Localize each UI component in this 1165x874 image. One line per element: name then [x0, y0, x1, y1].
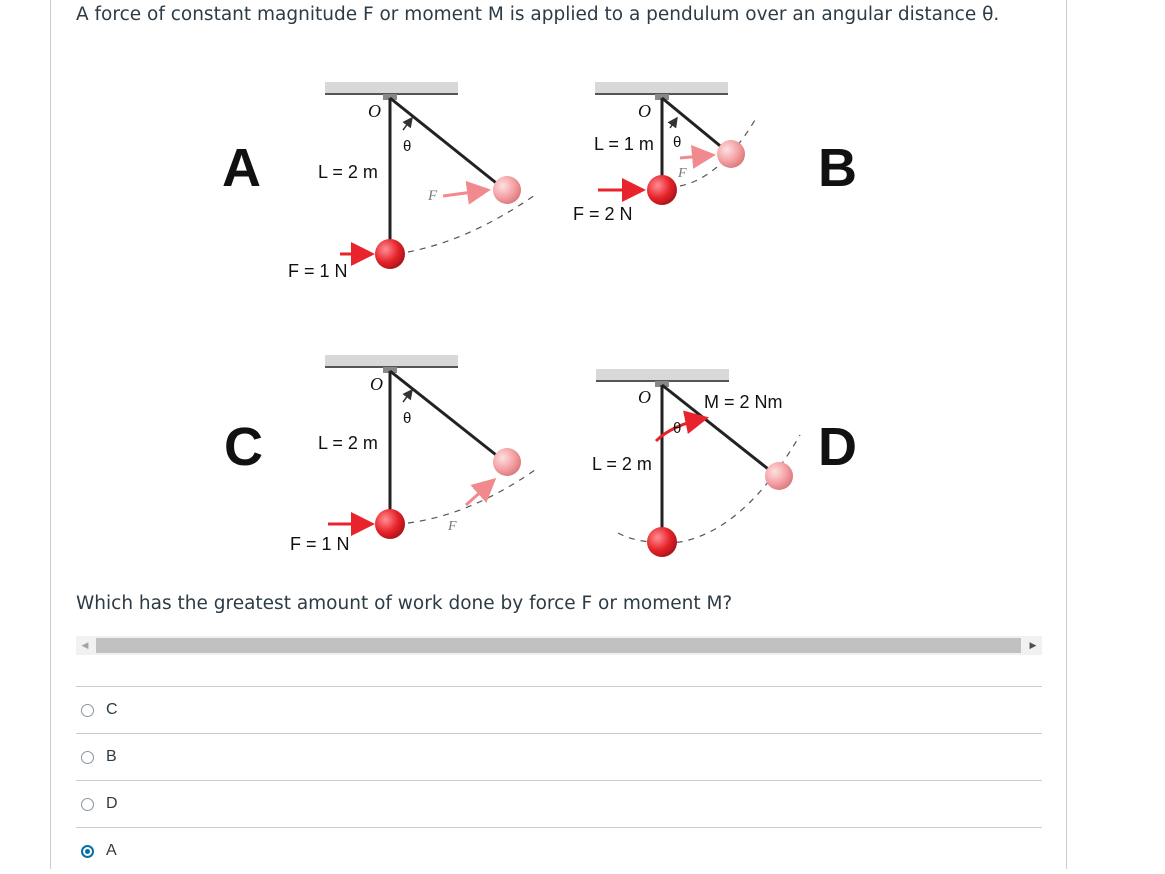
question-intro: A force of constant magnitude F or moment M is applied to a pendulum over an angular distance θ. [76, 4, 1000, 25]
scrollbar-thumb[interactable] [96, 638, 1021, 653]
panel-c-length: L = 2 m [318, 433, 378, 453]
answer-label: B [106, 748, 117, 765]
radio-button[interactable] [81, 798, 94, 811]
answer-option-a[interactable] [76, 827, 1042, 874]
panel-c [224, 355, 535, 554]
answer-option-b[interactable] [76, 733, 1042, 780]
answer-label: C [106, 701, 118, 718]
answer-option-d[interactable] [76, 780, 1042, 827]
panel-d [592, 369, 857, 557]
panel-d-moment: M = 2 Nm [704, 392, 783, 412]
panel-c-pivot: O [370, 374, 383, 394]
panel-d-length: L = 2 m [592, 454, 652, 474]
panel-a [222, 82, 535, 281]
panel-a-letter: A [222, 138, 261, 198]
panel-b-force-end: F [678, 166, 687, 181]
panel-b-length: L = 1 m [594, 134, 654, 154]
radio-button-selected[interactable] [81, 845, 94, 858]
panel-c-letter: C [224, 417, 263, 477]
panel-b-force: F = 2 N [573, 204, 633, 224]
answer-label: A [106, 842, 117, 859]
radio-button[interactable] [81, 704, 94, 717]
scroll-right-arrow-icon[interactable]: ▶ [1029, 640, 1037, 650]
panel-b-letter: B [818, 138, 857, 198]
horizontal-scrollbar[interactable] [76, 636, 1042, 655]
answer-list [76, 686, 1042, 874]
panel-d-pivot: O [638, 387, 651, 407]
answer-option-c[interactable] [76, 686, 1042, 733]
panel-b [573, 82, 857, 224]
panel-d-letter: D [818, 417, 857, 477]
panel-c-force: F = 1 N [290, 534, 350, 554]
panel-b-pivot: O [638, 101, 651, 121]
panel-a-force-end: F [428, 188, 438, 204]
radio-button[interactable] [81, 751, 94, 764]
panel-b-angle: θ [673, 134, 682, 151]
panel-a-angle: θ [403, 138, 412, 155]
panel-a-pivot: O [368, 101, 381, 121]
answer-label: D [106, 795, 118, 812]
panel-c-force-end: F [448, 519, 457, 534]
panel-d-angle: θ [673, 420, 682, 437]
panel-a-length: L = 2 m [318, 162, 378, 182]
panel-c-angle: θ [403, 410, 412, 427]
panel-a-force: F = 1 N [288, 261, 348, 281]
scroll-left-arrow-icon[interactable]: ◀ [81, 640, 89, 650]
question-prompt: Which has the greatest amount of work done by force F or moment M? [76, 593, 733, 614]
